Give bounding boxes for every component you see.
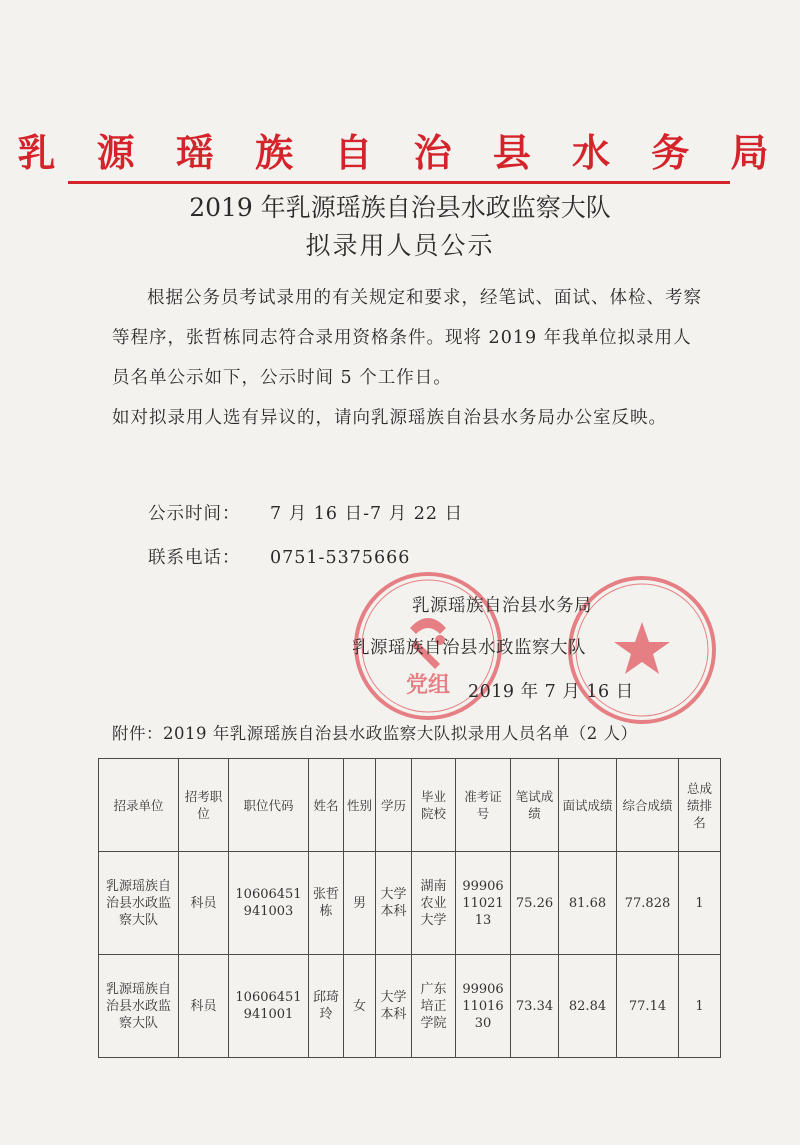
table-header-cell: 准考证号 xyxy=(456,759,511,852)
table-cell: 大学本科 xyxy=(376,955,412,1058)
table-cell: 男 xyxy=(344,852,376,955)
table-row xyxy=(99,852,721,955)
table-header-cell: 性别 xyxy=(344,759,376,852)
contact-phone xyxy=(148,544,410,569)
table-header-row xyxy=(99,759,721,852)
notice-period-value: 7 月 16 日-7 月 22 日 xyxy=(270,504,464,524)
notice-period xyxy=(148,500,463,525)
notice-paragraph: 根据公务员考试录用的有关规定和要求，经笔试、面试、体检、考察等程序，张哲栋同志符合录用资格条件。现将 2019 年我单位拟录用人员名单公示如下，公示时间 5 个工作日。 xyxy=(112,288,702,388)
document-subtitle: 拟录用人员公示 xyxy=(305,231,495,260)
table-cell: 科员 xyxy=(179,955,229,1058)
signature-org-1: 乳源瑶族自治县水务局 xyxy=(412,596,592,616)
table-cell: 广东培正学院 xyxy=(412,955,456,1058)
table-cell: 1 xyxy=(679,955,721,1058)
candidate-table xyxy=(98,758,721,1058)
table-cell: 10606451941001 xyxy=(229,955,309,1058)
contact-phone-label: 联系电话： xyxy=(148,548,241,568)
table-cell: 张哲栋 xyxy=(309,852,344,955)
table-header-cell: 姓名 xyxy=(309,759,344,852)
signature-org-2: 乳源瑶族自治县水政监察大队 xyxy=(352,638,586,658)
table-cell: 81.68 xyxy=(559,852,617,955)
notice-paragraph-2: 如对拟录用人选有异议的，请向乳源瑶族自治县水务局办公室反映。 xyxy=(112,408,667,428)
table-header-cell: 招录单位 xyxy=(99,759,179,852)
notice-body xyxy=(112,278,702,438)
table-header-cell: 学历 xyxy=(376,759,412,852)
notice-period-label: 公示时间： xyxy=(148,504,241,524)
table-cell: 乳源瑶族自治县水政监察大队 xyxy=(99,852,179,955)
table-cell: 9990611016 30 xyxy=(456,955,511,1058)
table-cell: 女 xyxy=(344,955,376,1058)
document-title: 2019 年乳源瑶族自治县水政监察大队 xyxy=(189,193,611,222)
table-header-cell: 笔试成绩 xyxy=(511,759,559,852)
table-cell: 77.828 xyxy=(617,852,679,955)
seal-text: 党组 xyxy=(405,673,451,698)
table-cell: 9990611021 13 xyxy=(456,852,511,955)
attachment-title: 附件：2019 年乳源瑶族自治县水政监察大队拟录用人员名单（2 人） xyxy=(112,724,638,743)
table-cell: 湖南农业大学 xyxy=(412,852,456,955)
table-cell: 73.34 xyxy=(511,955,559,1058)
table-header-cell: 总成绩排名 xyxy=(679,759,721,852)
table-cell: 邱琦玲 xyxy=(309,955,344,1058)
table-cell: 大学本科 xyxy=(376,852,412,955)
table-header-cell: 招考职位 xyxy=(179,759,229,852)
table-cell: 82.84 xyxy=(559,955,617,1058)
table-row xyxy=(99,955,721,1058)
table-header-cell: 面试成绩 xyxy=(559,759,617,852)
table-cell: 10606451941003 xyxy=(229,852,309,955)
red-divider xyxy=(68,181,730,184)
table-header-cell: 职位代码 xyxy=(229,759,309,852)
table-cell: 75.26 xyxy=(511,852,559,955)
table-header-cell: 综合成绩 xyxy=(617,759,679,852)
contact-phone-value: 0751-5375666 xyxy=(270,548,411,568)
org-letterhead: 乳 源 瑶 族 自 治 县 水 务 局 xyxy=(17,131,783,175)
signature-date: 2019 年 7 月 16 日 xyxy=(468,682,634,702)
table-header-cell: 毕业院校 xyxy=(412,759,456,852)
table-cell: 乳源瑶族自治县水政监察大队 xyxy=(99,955,179,1058)
table-cell: 1 xyxy=(679,852,721,955)
table-cell: 科员 xyxy=(179,852,229,955)
table-cell: 77.14 xyxy=(617,955,679,1058)
